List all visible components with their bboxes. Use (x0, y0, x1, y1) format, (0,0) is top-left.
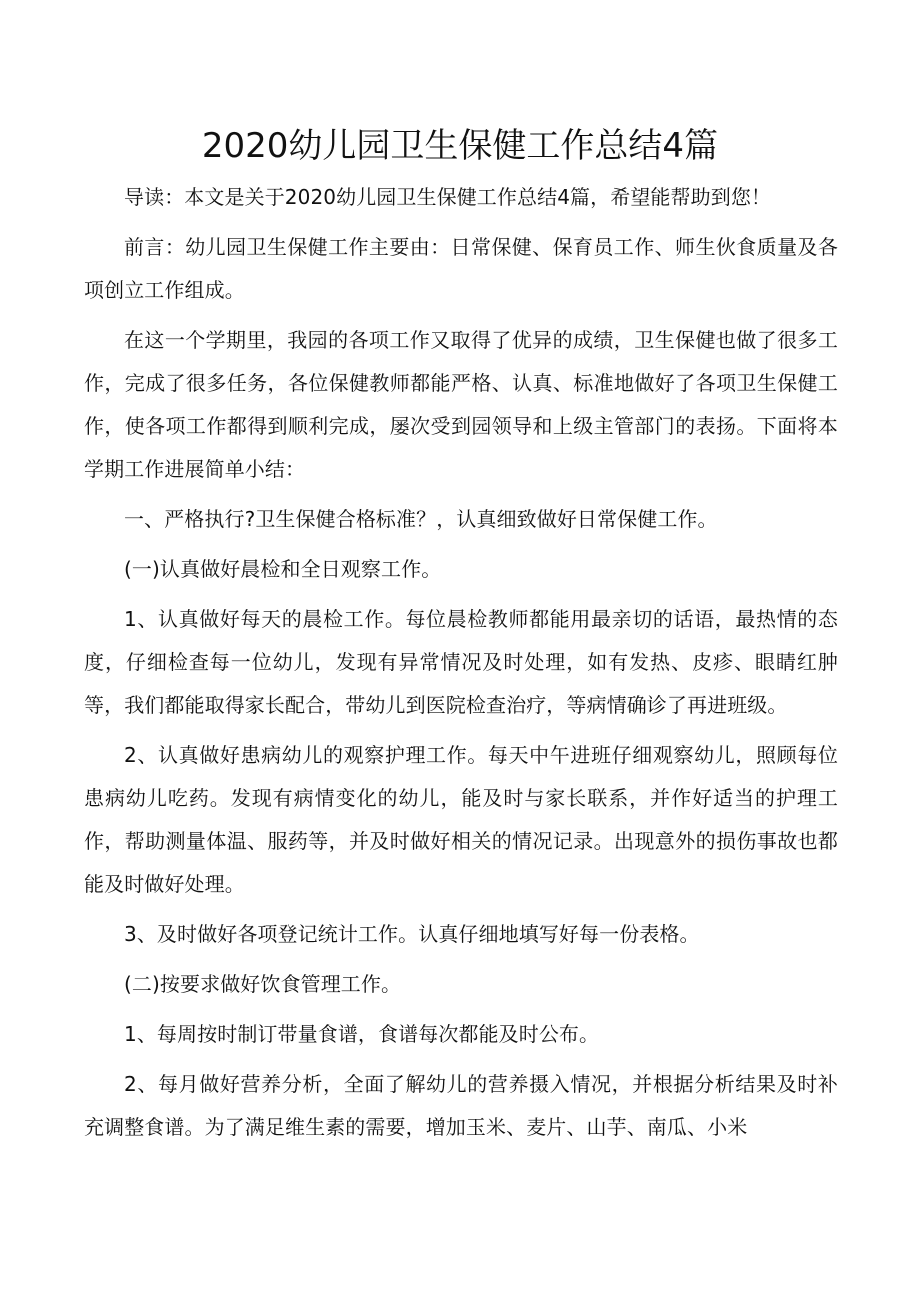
document-body (84, 176, 838, 1156)
list-item: 1、每周按时制订带量食谱，食谱每次都能及时公布。 (124, 1022, 600, 1046)
list-item: 2、每月做好营养分析，全面了解幼儿的营养摄入情况，并根据分析结果及时补充调整食谱。为了满足维生素的需要，增加玉米、麦片、山芋、南瓜、小米 (84, 1072, 838, 1139)
paragraph-intro: 导读：本文是关于2020幼儿园卫生保健工作总结4篇，希望能帮助到您！ (124, 185, 772, 209)
subsection-heading-2: (二)按要求做好饮食管理工作。 (124, 972, 402, 996)
document-title: 2020幼儿园卫生保健工作总结4篇 (201, 126, 719, 166)
paragraph-summary: 在这一个学期里，我园的各项工作又取得了优异的成绩，卫生保健也做了很多工作，完成了很多任务，各位保健教师都能严格、认真、标准地做好了各项卫生保健工作，使各项工作都得到顺利完成，屡次受到园领导和上级主管部门的表扬。下面将本学期工作进展简单小结： (84, 328, 838, 481)
section-heading-1: 一、严格执行?卫生保健合格标准？，认真细致做好日常保健工作。 (124, 507, 718, 531)
subsection-heading-1: (一)认真做好晨检和全日观察工作。 (124, 557, 442, 581)
list-item: 3、及时做好各项登记统计工作。认真仔细地填写好每一份表格。 (124, 922, 700, 946)
paragraph-preface: 前言：幼儿园卫生保健工作主要由：日常保健、保育员工作、师生伙食质量及各项创立工作组成。 (84, 235, 838, 302)
list-item: 2、认真做好患病幼儿的观察护理工作。每天中午进班仔细观察幼儿，照顾每位患病幼儿吃药。发现有病情变化的幼儿，能及时与家长联系，并作好适当的护理工作，帮助测量体温、服药等，并及时做好相关的情况记录。出现意外的损伤事故也都能及时做好处理。 (84, 743, 838, 896)
list-item: 1、认真做好每天的晨检工作。每位晨检教师都能用最亲切的话语，最热情的态度，仔细检查每一位幼儿，发现有异常情况及时处理，如有发热、皮疹、眼睛红肿等，我们都能取得家长配合，带幼儿到医院检查治疗，等病情确诊了再进班级。 (84, 607, 838, 717)
